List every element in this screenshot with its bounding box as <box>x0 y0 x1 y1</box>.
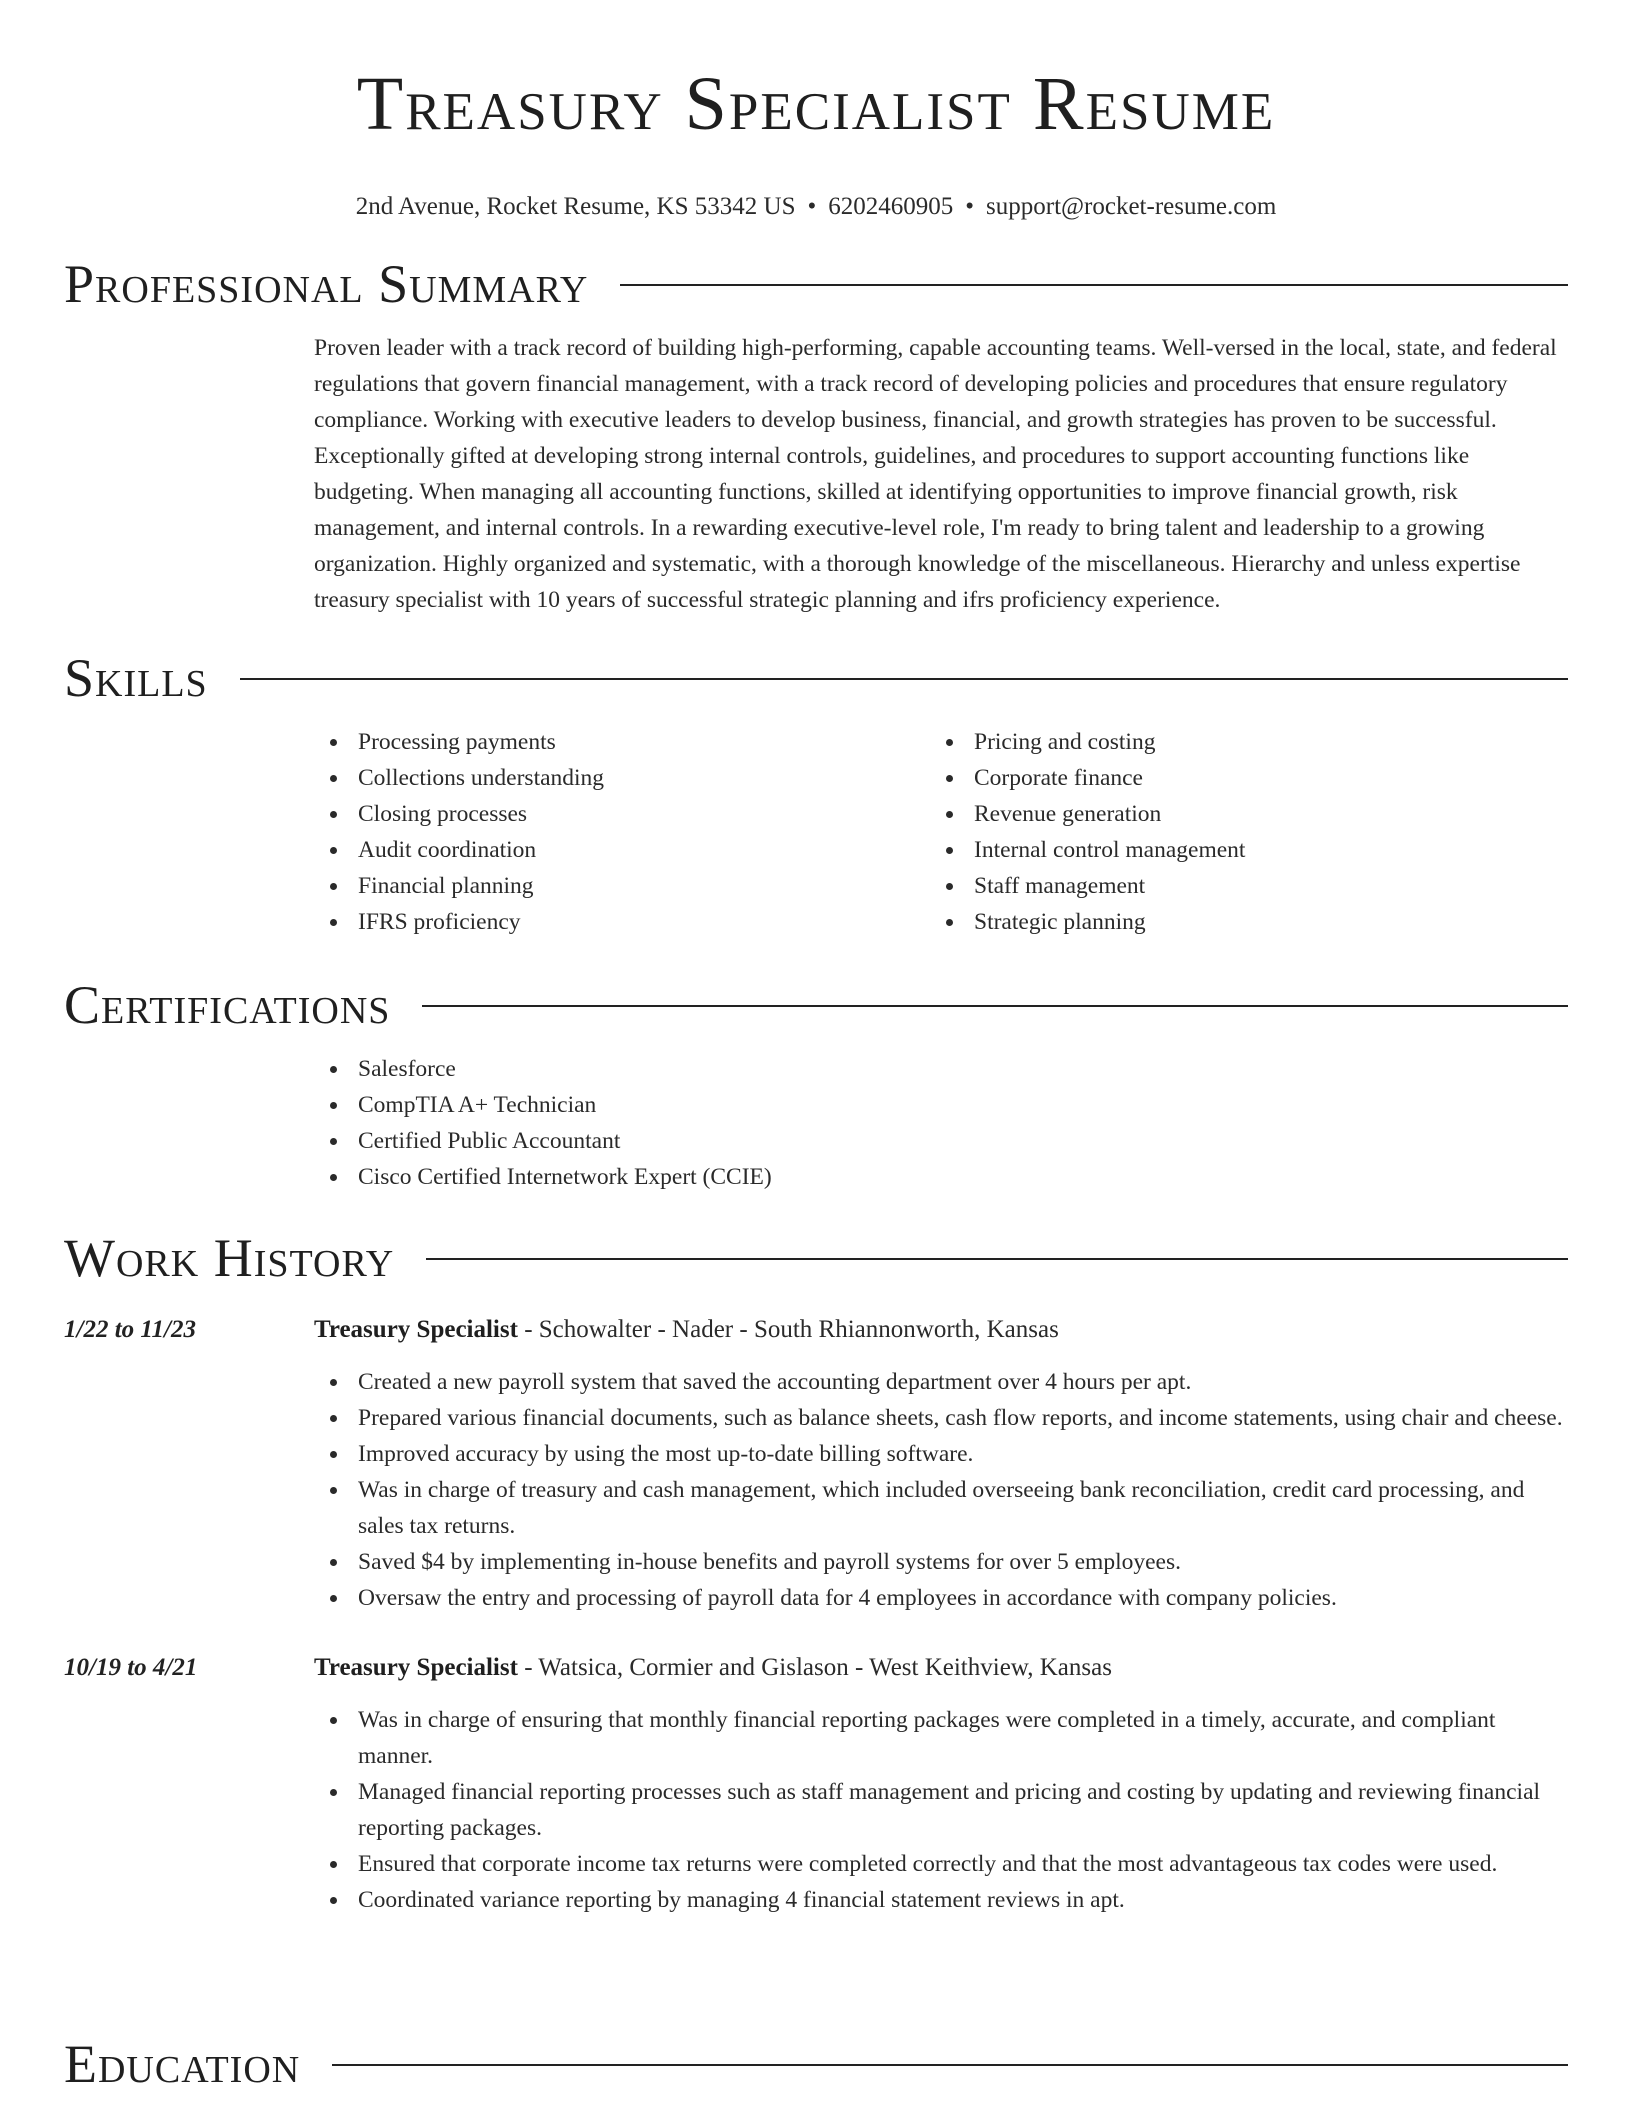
skill-item: Strategic planning <box>930 904 1546 940</box>
job-dates: 1/22 to 11/23 <box>64 1316 196 1343</box>
certification-item: Certified Public Accountant <box>314 1123 1568 1159</box>
job-title: Treasury Specialist <box>314 1316 518 1343</box>
job-bullet: Improved accuracy by using the most up-to-date billing software. <box>314 1436 1568 1472</box>
section-divider <box>332 2064 1568 2066</box>
certification-item: Salesforce <box>314 1051 1568 1087</box>
certifications-header <box>64 973 1568 1037</box>
certification-item: Cisco Certified Internetwork Expert (CCIE) <box>314 1159 1568 1195</box>
contact-email: support@rocket-resume.com <box>986 193 1277 220</box>
section-title: Education <box>64 2034 301 2094</box>
job-employer: - Schowalter - Nader - South Rhiannonworth, Kansas <box>517 1316 1059 1343</box>
job-employer: - Watsica, Cormier and Gislason - West Keithview, Kansas <box>517 1654 1112 1681</box>
skills-list-right <box>930 724 1546 940</box>
job-title-line <box>314 1312 1059 1348</box>
job-header <box>64 1312 1568 1348</box>
skills-grid <box>314 724 1568 940</box>
summary-header <box>64 252 1568 316</box>
job-bullet: Coordinated variance reporting by managing 4 financial statement reviews in apt. <box>314 1882 1568 1918</box>
resume-title: Treasury Specialist Resume <box>356 62 1276 146</box>
job-bullet: Was in charge of treasury and cash management, which included overseeing bank reconciliation, credit card processing, and sales tax returns. <box>314 1472 1568 1544</box>
job-bullet: Managed financial reporting processes such as staff management and pricing and costing by updating and reviewing financial reporting packages. <box>314 1774 1568 1846</box>
job-bullets <box>314 1702 1568 1918</box>
skill-item: IFRS proficiency <box>314 904 930 940</box>
work-history-section <box>64 1226 1568 1918</box>
job-bullet: Ensured that corporate income tax returns were completed correctly and that the most advantageous tax codes were used. <box>314 1846 1568 1882</box>
job-header <box>64 1650 1568 1686</box>
certifications-list <box>314 1051 1568 1195</box>
section-title: Skills <box>64 648 208 708</box>
skills-section <box>64 646 1568 940</box>
job-title-line <box>314 1650 1112 1686</box>
section-divider <box>422 1005 1568 1007</box>
job-title: Treasury Specialist <box>314 1654 518 1681</box>
education-header <box>64 2032 1568 2096</box>
contact-separator: • <box>965 193 975 220</box>
section-title: Work History <box>64 1228 395 1288</box>
work-history-header <box>64 1226 1568 1290</box>
job-bullet: Saved $4 by implementing in-house benefits and payroll systems for over 5 employees. <box>314 1544 1568 1580</box>
section-divider <box>620 284 1568 286</box>
job-entry <box>64 1312 1568 1616</box>
certification-item: CompTIA A+ Technician <box>314 1087 1568 1123</box>
section-title: Certifications <box>64 975 391 1035</box>
skills-header <box>64 646 1568 710</box>
skill-item: Closing processes <box>314 796 930 832</box>
job-bullet: Prepared various financial documents, such as balance sheets, cash flow reports, and income statements, using chair and cheese. <box>314 1400 1568 1436</box>
contact-line <box>0 192 1632 222</box>
job-bullet: Oversaw the entry and processing of payroll data for 4 employees in accordance with company policies. <box>314 1580 1568 1616</box>
job-bullets <box>314 1364 1568 1616</box>
contact-address: 2nd Avenue, Rocket Resume, KS 53342 US <box>355 193 796 220</box>
contact-separator: • <box>807 193 817 220</box>
education-section <box>64 2032 1568 2096</box>
skill-item: Revenue generation <box>930 796 1546 832</box>
skill-item: Staff management <box>930 868 1546 904</box>
section-title: Professional Summary <box>64 254 589 314</box>
skill-item: Processing payments <box>314 724 930 760</box>
skill-item: Collections understanding <box>314 760 930 796</box>
skill-item: Internal control management <box>930 832 1546 868</box>
contact-phone: 6202460905 <box>828 193 954 220</box>
skill-item: Pricing and costing <box>930 724 1546 760</box>
skill-item: Corporate finance <box>930 760 1546 796</box>
job-dates: 10/19 to 4/21 <box>64 1654 198 1681</box>
skill-item: Audit coordination <box>314 832 930 868</box>
job-entry <box>64 1650 1568 1918</box>
skill-item: Financial planning <box>314 868 930 904</box>
skills-list-left <box>314 724 930 940</box>
section-divider <box>240 678 1568 680</box>
certifications-body <box>314 1051 1568 1195</box>
job-bullet: Created a new payroll system that saved the accounting department over 4 hours per apt. <box>314 1364 1568 1400</box>
summary-text: Proven leader with a track record of building high-performing, capable accounting teams. Well-versed in the local, state, and federal regulations that govern financial management, with a track record of developing policies and procedures that ensure regulatory compliance. Working with executive leaders to develop business, financial, and growth strategies has proven to be successful. Exceptionally gifted at developing strong internal controls, guidelines, and procedures to support accounting functions like budgeting. When managing all accounting functions, skilled at identifying opportunities to improve financial growth, risk management, and internal controls. In a rewarding executive-level role, I'm ready to bring talent and leadership to a growing organization. Highly organized and systematic, with a thorough knowledge of the miscellaneous. Hierarchy and unless expertise treasury specialist with 10 years of successful strategic planning and ifrs proficiency experience. <box>314 335 1557 613</box>
summary-section <box>64 252 1568 618</box>
job-bullet: Was in charge of ensuring that monthly financial reporting packages were completed in a timely, accurate, and compliant manner. <box>314 1702 1568 1774</box>
section-divider <box>426 1258 1568 1260</box>
certifications-section <box>64 973 1568 1195</box>
